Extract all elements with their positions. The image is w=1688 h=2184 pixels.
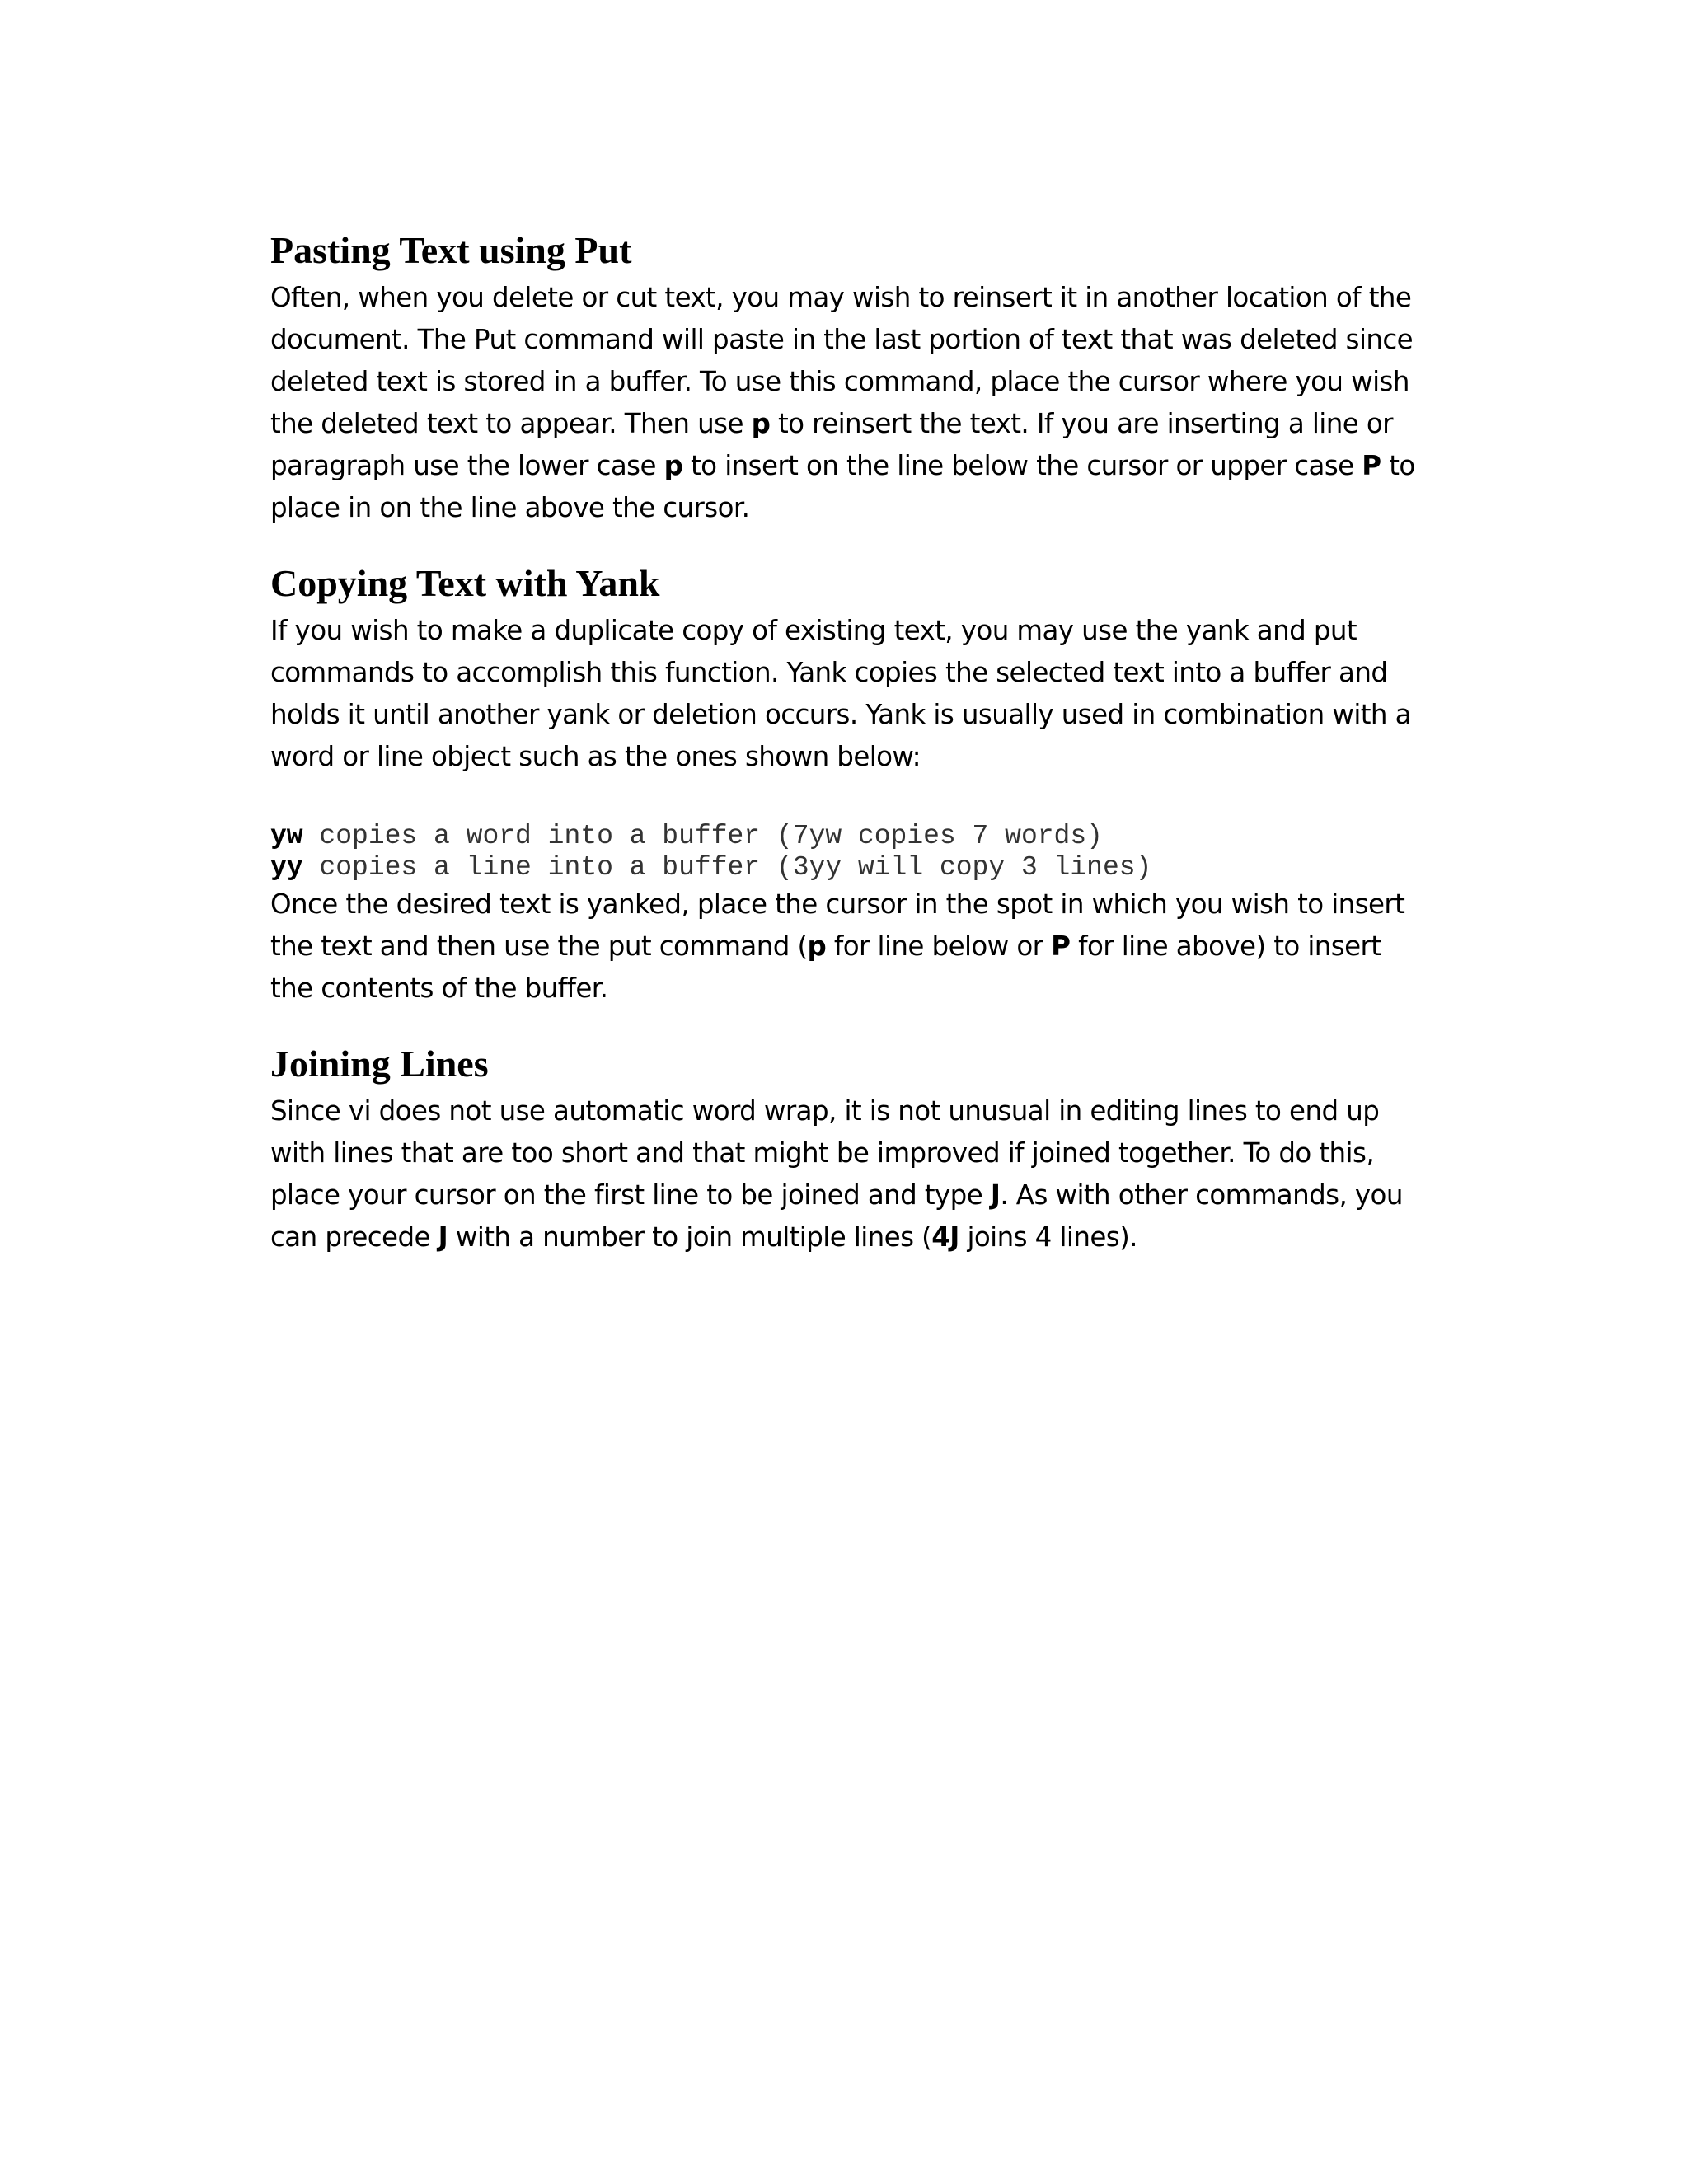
bold-command: 4J [931, 1221, 959, 1253]
text-run: for line below or [826, 930, 1052, 962]
text-run: Often, when you delete or cut text, you may wish to reinsert it in another location of the document. The Put command will paste in the last portion of text that was deleted since deleted text is stored in a buffer. To use this command, place the cursor where you wish the deleted text to appear. Then use [270, 282, 1414, 439]
paragraph-pasting-text [270, 277, 1424, 529]
text-run: with a number to join multiple lines ( [448, 1221, 932, 1253]
bold-command: P [1362, 450, 1381, 481]
bold-command: p [751, 408, 771, 439]
text-run: to reinsert the text. If you are inserting a line or paragraph use the lower case [270, 408, 1393, 481]
bold-command: P [1051, 930, 1071, 962]
code-command: yw [270, 821, 303, 851]
code-command: yy [270, 852, 303, 883]
heading-joining-lines: Joining Lines [270, 1043, 489, 1085]
text-run: Once the desired text is yanked, place the cursor in the spot in which you wish to insert the text and then use the put command ( [270, 888, 1405, 962]
heading-pasting-text: Pasting Text using Put [270, 229, 632, 271]
paragraph-after-yank [270, 883, 1424, 1010]
code-description: copies a word into a buffer (7yw copies 7 words) [302, 821, 1103, 851]
heading-copying-text: Copying Text with Yank [270, 562, 660, 604]
text-run: to insert on the line below the cursor or upper case [682, 450, 1362, 481]
text-run: for line above) to insert the contents of the buffer. [270, 930, 1381, 1004]
document-content [270, 226, 1424, 1258]
bold-command: p [807, 930, 827, 962]
paragraph-joining-lines [270, 1090, 1424, 1258]
text-run: Since vi does not use automatic word wrap, it is not unusual in editing lines to end up with lines that are too short and that might be improved if joined together. To do this, place your cursor on the first line to be joined and type [270, 1095, 1380, 1211]
bold-command: p [663, 450, 683, 481]
code-example-line [270, 821, 1424, 852]
text-run: joins 4 lines). [959, 1221, 1137, 1253]
code-description: copies a line into a buffer (3yy will copy 3 lines) [302, 852, 1152, 883]
text-run: to place in on the line above the cursor. [270, 450, 1415, 523]
paragraph-copying-text: If you wish to make a duplicate copy of existing text, you may use the yank and put commands to accomplish this function. Yank copies the selected text into a buffer and holds it until another yank or deletion occurs. Yank is usually used in combination with a word or line object such as the ones shown below: [270, 615, 1411, 772]
bold-command: J [990, 1179, 1001, 1211]
code-example-line [270, 852, 1424, 883]
text-run: . As with other commands, you can precede [270, 1179, 1403, 1253]
bold-command: J [438, 1221, 448, 1253]
